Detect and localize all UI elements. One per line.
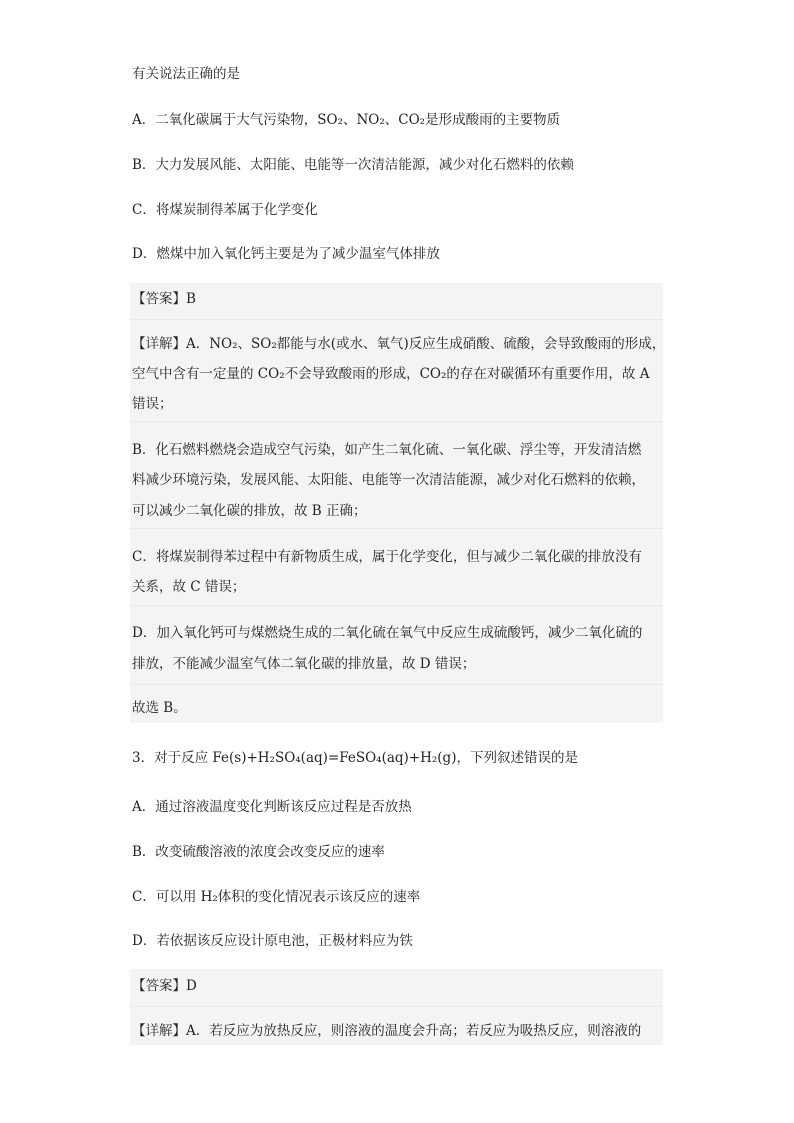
option-b: B．改变硫酸溶液的浓度会改变反应的速率 [132,844,385,860]
answer-label: 【答案】B [132,291,196,307]
divider [130,528,663,529]
explanation-line: 空气中含有一定量的 CO₂不会导致酸雨的形成，CO₂的存在对碳循环有重要作用，故 A [132,366,650,382]
option-d: D．燃煤中加入氧化钙主要是为了减少温室气体排放 [132,246,440,262]
explanation-line: B．化石燃料燃烧会造成空气污染，如产生二氧化硫、一氧化碳、浮尘等，开发清洁燃 [132,442,642,458]
option-a: A．二氧化碳属于大气污染物，SO₂、NO₂、CO₂是形成酸雨的主要物质 [132,112,561,128]
option-b: B．大力发展风能、太阳能、电能等一次清洁能源，减少对化石燃料的依赖 [132,157,574,173]
explanation-line: 排放，不能减少温室气体二氧化碳的排放量，故 D 错误； [132,656,476,672]
explanation-line: 料减少环境污染，发展风能、太阳能、电能等一次清洁能源，减少对化石燃料的依赖， [132,472,645,488]
divider [130,319,663,320]
divider [130,1006,663,1007]
answer-label: 【答案】D [132,978,197,994]
divider [130,421,663,422]
answer-explanation-block [130,969,663,1045]
explanation-line: 可以减少二氧化碳的排放，故 B 正确； [132,503,367,519]
explanation-line: 【详解】A．NO₂、SO₂都能与水(或水、氧气)反应生成硝酸、硫酸，会导致酸雨的形成， [132,336,666,352]
option-a: A．通过溶液温度变化判断该反应过程是否放热 [132,799,412,815]
question-stem: 有关说法正确的是 [132,66,240,82]
option-c: C．可以用 H₂体积的变化情况表示该反应的速率 [132,889,421,905]
explanation-line: C．将煤炭制得苯过程中有新物质生成，属于化学变化，但与减少二氧化碳的排放没有 [132,549,642,565]
explanation-line: 故选 B。 [132,700,187,716]
explanation-line: D．加入氧化钙可与煤燃烧生成的二氧化硫在氧气中反应生成硫酸钙，减少二氧化硫的 [132,625,643,641]
option-c: C．将煤炭制得苯属于化学变化 [132,202,318,218]
explanation-line: 【详解】A．若反应为放热反应，则溶液的温度会升高；若反应为吸热反应，则溶液的 [132,1023,642,1039]
explanation-line: 错误； [132,396,173,412]
divider [130,684,663,685]
option-d: D．若依据该反应设计原电池，正极材料应为铁 [132,933,413,949]
explanation-line: 关系，故 C 错误； [132,579,246,595]
question-stem: 3．对于反应 Fe(s)+H₂SO₄(aq)=FeSO₄(aq)+H₂(g)，下列叙述错误的是 [132,750,578,766]
answer-explanation-block [130,283,666,723]
divider [130,605,663,606]
